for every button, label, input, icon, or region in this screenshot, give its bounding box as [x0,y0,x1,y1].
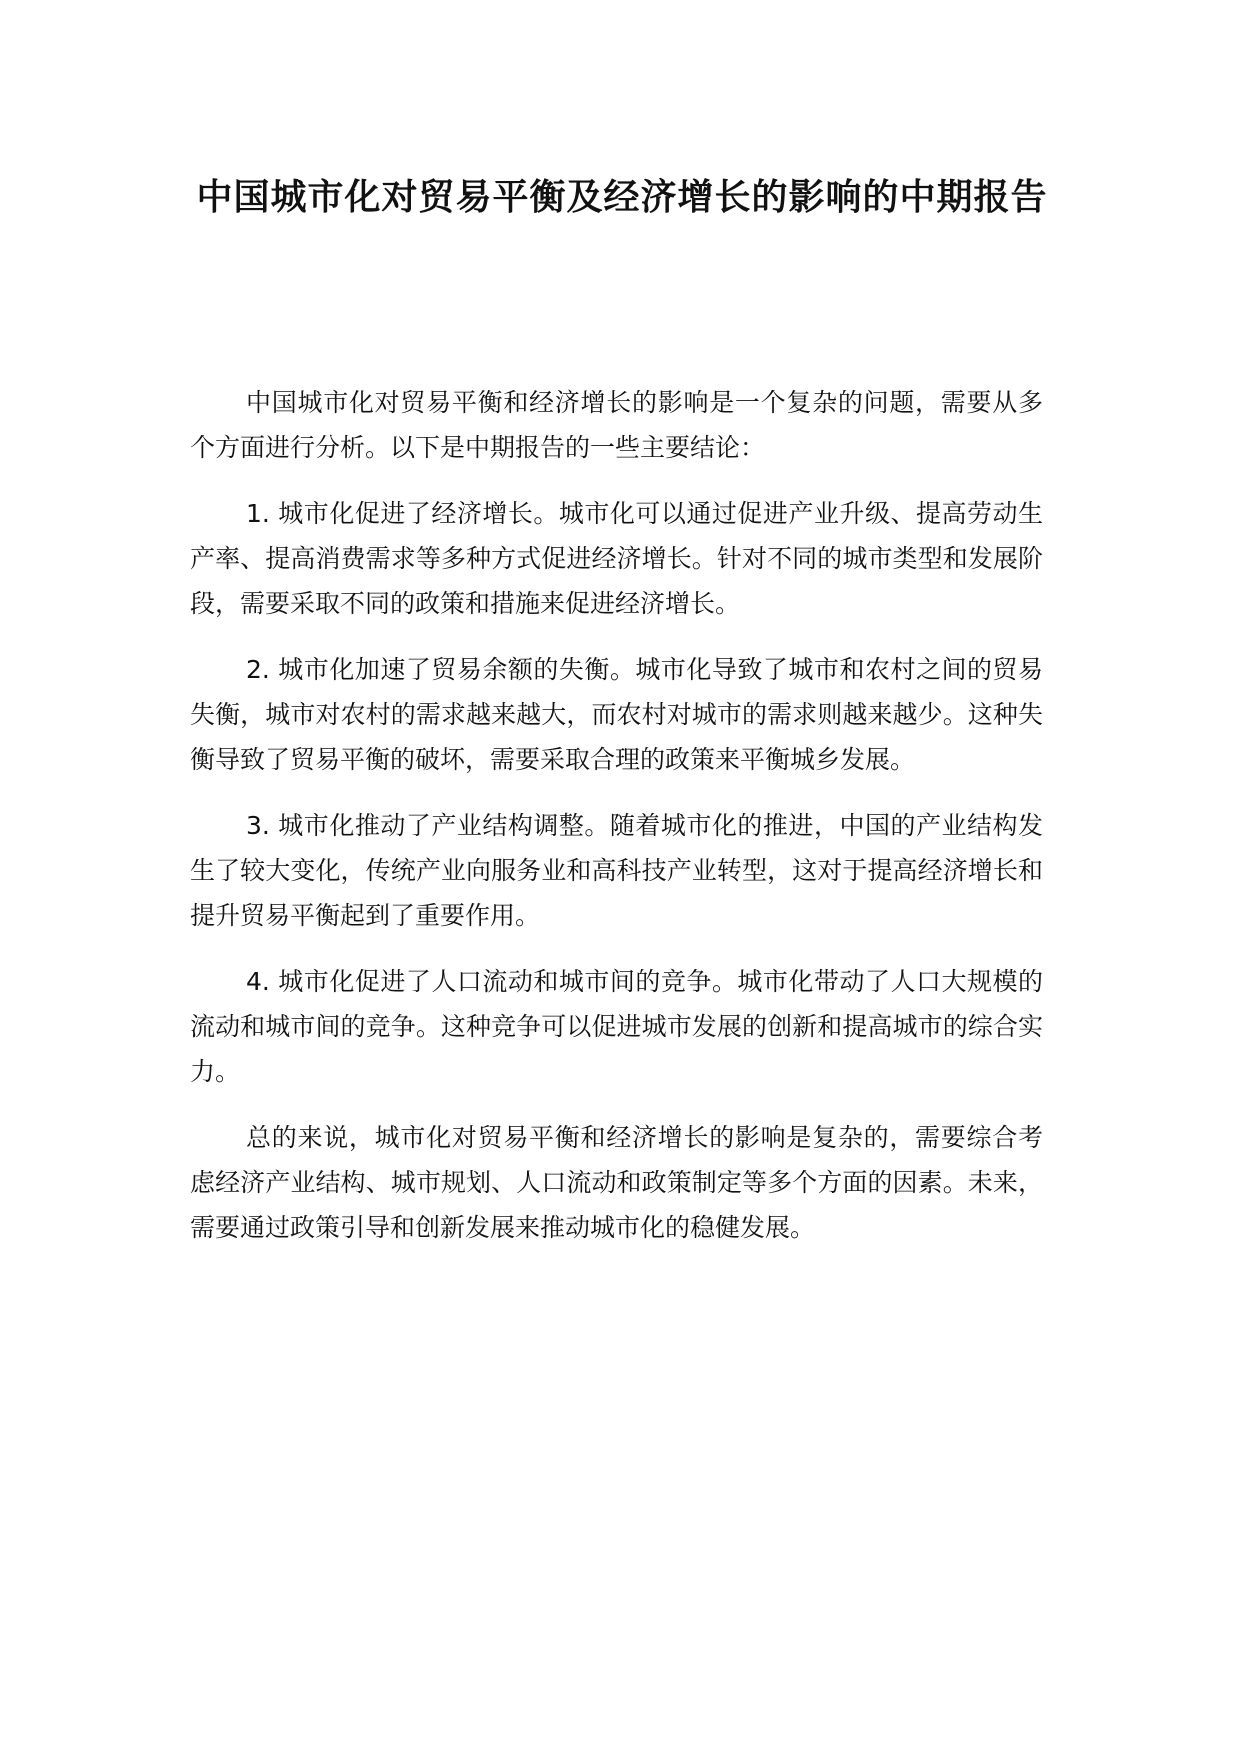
document-title: 中国城市化对贸易平衡及经济增长的影响的中期报告 [196,177,1048,218]
conclusion-2-paragraph: 2. 城市化加速了贸易余额的失衡。城市化导致了城市和农村之间的贸易失衡，城市对农村的需求越来越大，而农村对城市的需求则越来越少。这种失衡导致了贸易平衡的破坏，需要采取合理的政策来平衡城乡发展。 [190,655,1043,774]
intro-paragraph: 中国城市化对贸易平衡和经济增长的影响是一个复杂的问题，需要从多个方面进行分析。以下是中期报告的一些主要结论： [190,388,1043,462]
conclusion-3-paragraph: 3. 城市化推动了产业结构调整。随着城市化的推进，中国的产业结构发生了较大变化，传统产业向服务业和高科技产业转型，这对于提高经济增长和提升贸易平衡起到了重要作用。 [190,811,1043,930]
conclusion-4-paragraph: 4. 城市化促进了人口流动和城市间的竞争。城市化带动了人口大规模的流动和城市间的竞争。这种竞争可以促进城市发展的创新和提高城市的综合实力。 [190,967,1043,1086]
summary-paragraph: 总的来说，城市化对贸易平衡和经济增长的影响是复杂的，需要综合考虑经济产业结构、城市规划、人口流动和政策制定等多个方面的因素。未来，需要通过政策引导和创新发展来推动城市化的稳健发展。 [190,1123,1043,1242]
conclusion-1-paragraph: 1. 城市化促进了经济增长。城市化可以通过促进产业升级、提高劳动生产率、提高消费需求等多种方式促进经济增长。针对不同的城市类型和发展阶段，需要采取不同的政策和措施来促进经济增长。 [190,499,1043,618]
document-body [190,380,1043,1271]
